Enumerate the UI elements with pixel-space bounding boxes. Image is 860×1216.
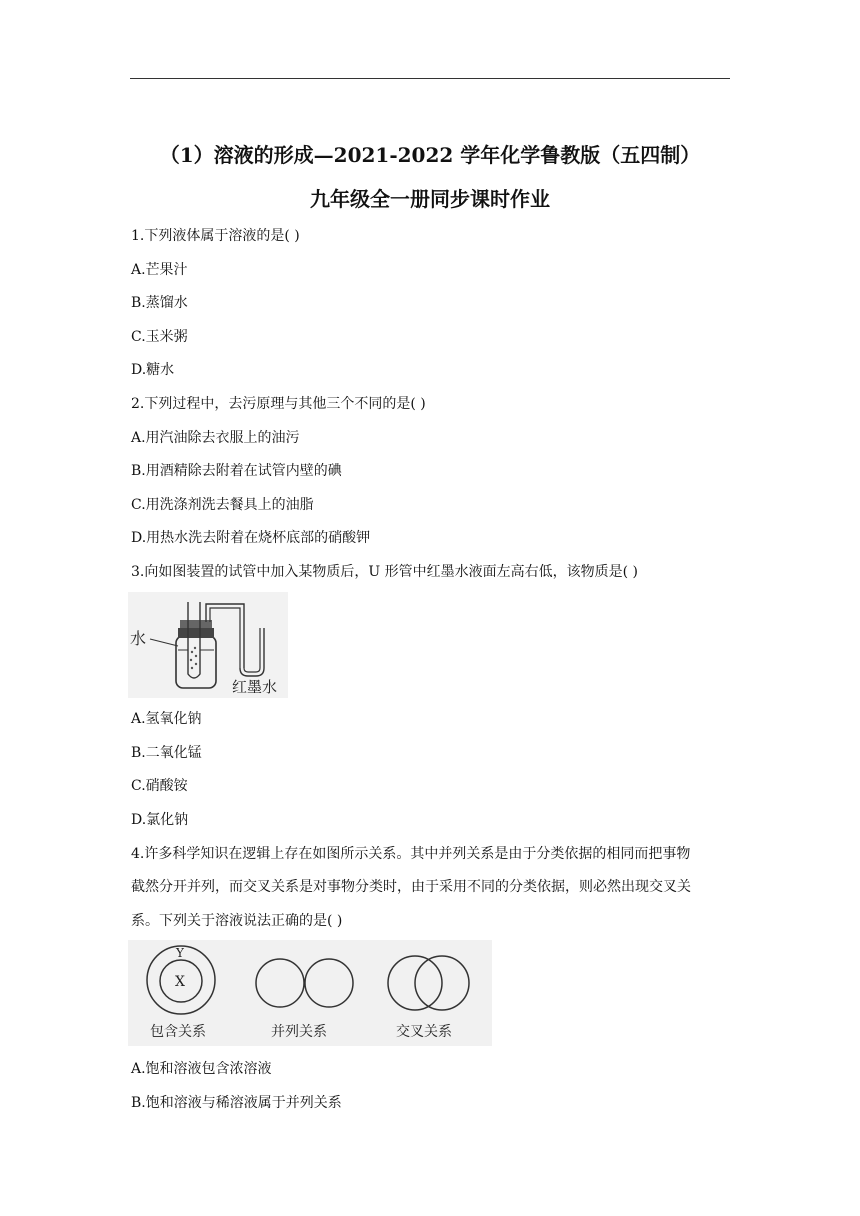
question-1-option-d: D.糖水 <box>131 362 175 378</box>
page-title-line1: （1）溶液的形成—2021-2022 学年化学鲁教版（五四制） <box>159 143 701 167</box>
label-red-ink: 红墨水 <box>232 678 278 696</box>
question-4-stem-line2: 截然分开并列，而交叉关系是对事物分类时，由于采用不同的分类依据，则必然出现交叉关 <box>131 879 691 895</box>
apparatus-figure <box>128 592 288 698</box>
question-1-option-b: B.蒸馏水 <box>131 295 188 311</box>
label-x: X <box>175 974 185 990</box>
header-rule <box>130 78 730 79</box>
label-water: 水 <box>130 629 147 648</box>
question-3-option-d: D.氯化钠 <box>131 812 189 828</box>
question-2-stem: 2.下列过程中，去污原理与其他三个不同的是( ) <box>131 396 426 412</box>
question-2-option-c: C.用洗涤剂洗去餐具上的油脂 <box>131 497 314 513</box>
question-1-stem: 1.下列液体属于溶液的是( ) <box>131 228 300 244</box>
question-2-option-a: A.用汽油除去衣服上的油污 <box>131 430 300 446</box>
label-y: Y <box>176 946 184 960</box>
question-4-stem-line3: 系。下列关于溶液说法正确的是( ) <box>131 913 343 929</box>
question-4-option-a: A.饱和溶液包含浓溶液 <box>131 1061 272 1077</box>
question-3-option-b: B.二氧化锰 <box>131 745 202 761</box>
caption-contain: 包含关系 <box>150 1024 206 1040</box>
relation-figure <box>128 940 492 1046</box>
question-2-option-b: B.用酒精除去附着在试管内壁的碘 <box>131 463 342 479</box>
question-1-option-c: C.玉米粥 <box>131 329 188 345</box>
caption-cross: 交叉关系 <box>396 1024 452 1040</box>
caption-parallel: 并列关系 <box>271 1024 327 1040</box>
page-title-line2: 九年级全一册同步课时作业 <box>310 187 550 211</box>
question-1-option-a: A.芒果汁 <box>131 262 188 278</box>
question-4-option-b: B.饱和溶液与稀溶液属于并列关系 <box>131 1095 342 1111</box>
stopper-shape <box>178 628 214 638</box>
question-3-option-a: A.氢氧化钠 <box>131 711 202 727</box>
question-2-option-d: D.用热水洗去附着在烧杯底部的硝酸钾 <box>131 530 371 546</box>
question-3-option-c: C.硝酸铵 <box>131 778 188 794</box>
question-3-stem: 3.向如图装置的试管中加入某物质后，U 形管中红墨水液面左高右低，该物质是( ) <box>131 564 638 580</box>
question-4-stem-line1: 4.许多科学知识在逻辑上存在如图所示关系。其中并列关系是由于分类依据的相同而把事物 <box>131 846 691 862</box>
